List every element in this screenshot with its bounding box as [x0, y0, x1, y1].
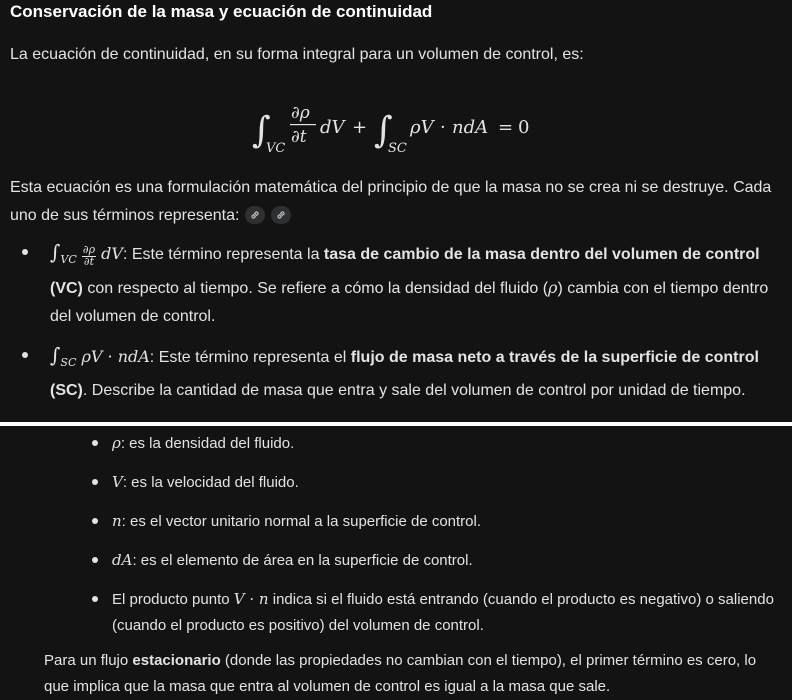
svg-text:VC: VC — [266, 141, 286, 156]
var-v-text: : es la velocidad del fluido. — [122, 474, 299, 491]
bullet — [92, 518, 98, 524]
svg-text:·: · — [440, 117, 446, 138]
list-item — [0, 341, 790, 405]
intro-text: La ecuación de continuidad, en su forma integral para un volumen de control, es: — [10, 46, 584, 63]
svg-text:+: + — [352, 117, 368, 138]
bottom-section — [0, 426, 792, 699]
final-bold: estacionario — [132, 652, 221, 669]
list-item — [0, 430, 780, 457]
final-paragraph — [44, 648, 784, 700]
bullet — [92, 479, 98, 485]
svg-text:∫: ∫ — [374, 110, 393, 151]
continuity-equation — [0, 96, 792, 160]
explanation-text: Esta ecuación es una formulación matemática del principio de que la masa no se crea ni se destruye. Cada uno de sus términos representa: — [10, 179, 772, 224]
bullet — [22, 249, 28, 255]
var-n-text: : es el vector unitario normal a la superficie de control. — [121, 513, 482, 530]
var-da: dA — [112, 551, 133, 569]
svg-text:ρV: ρV — [410, 117, 434, 138]
var-da-text: : es el elemento de área en la superficie de control. — [132, 552, 473, 569]
term1-post: con respecto al tiempo. Se refiere a cómo la densidad del fluido ( — [82, 280, 549, 298]
svg-text:∫: ∫ — [252, 110, 271, 151]
svg-text:=: = — [498, 117, 514, 138]
dot-pre: El producto punto — [112, 591, 234, 608]
list-item — [0, 238, 790, 331]
term2-math: $\int_{SC}$ ρV · ndA — [50, 343, 150, 370]
term2-bold: flujo de masa neto a través de la superficie de control (SC) — [50, 349, 759, 400]
link-icon[interactable] — [245, 206, 265, 224]
term2-pre: : Este término representa el — [149, 349, 351, 367]
svg-text:∂ρ: ∂ρ — [291, 103, 310, 123]
term1-end: ) cambia con el tiempo dentro del volumen de control. — [50, 280, 769, 326]
dot-text: indica si el fluido está entrando (cuando el producto es negativo) o saliendo (cuando el producto es positivo) del volumen de control. — [112, 591, 774, 634]
explanation-paragraph — [10, 174, 785, 230]
equation-svg — [0, 96, 792, 160]
term1-math: $\int_{VC}$ $\frac{\partial\rho}{\partial t}$ dV — [50, 240, 123, 268]
final-post: (donde las propiedades no cambian con el tiempo), el primer término es cero, lo que implica que la masa que entra al volumen de control es igual a la masa que sale. — [44, 652, 757, 695]
bullet — [92, 557, 98, 563]
terms-list — [0, 238, 790, 415]
list-item — [0, 508, 780, 535]
list-item — [0, 586, 780, 639]
final-pre: Para un flujo — [44, 652, 133, 669]
section-title: Conservación de la masa y ecuación de continuidad — [10, 2, 433, 21]
var-rho-text: : es la densidad del fluido. — [120, 435, 295, 452]
bullet — [92, 596, 98, 602]
var-n: n — [112, 512, 122, 530]
svg-text:∂t: ∂t — [291, 127, 307, 147]
bullet — [22, 352, 28, 358]
var-v: V — [112, 473, 123, 491]
svg-text:ndA: ndA — [452, 117, 489, 138]
term1-rho: ρ — [548, 278, 558, 298]
dot-symbol: V · n — [233, 590, 269, 608]
bullet — [92, 440, 98, 446]
list-item — [0, 469, 780, 496]
list-item — [0, 547, 780, 574]
svg-text:0: 0 — [518, 117, 530, 138]
term1-pre: : Este término representa la — [122, 246, 324, 263]
term2-post: . Describe la cantidad de masa que entra y sale del volumen de control por unidad de tiempo. — [82, 382, 746, 400]
svg-text:SC: SC — [388, 141, 407, 156]
term1-bold: tasa de cambio de la masa dentro del volumen de control (VC) — [50, 246, 760, 298]
variables-list — [0, 430, 780, 651]
var-rho: ρ — [112, 434, 121, 452]
svg-text:dV: dV — [320, 117, 345, 138]
link-icon[interactable] — [271, 206, 291, 224]
